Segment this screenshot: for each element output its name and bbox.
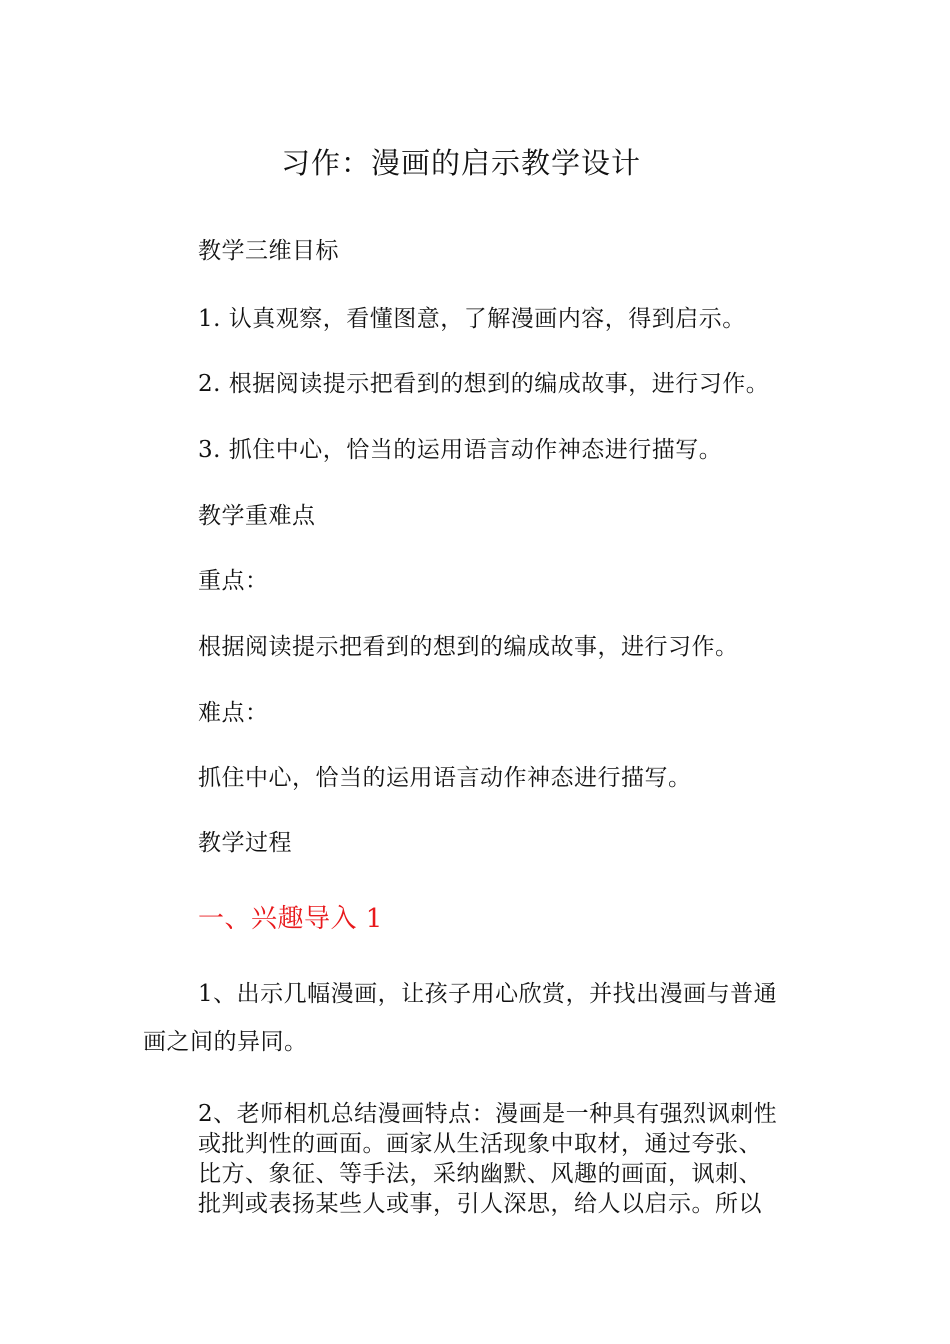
key-points-heading: 教学重难点 xyxy=(198,503,316,529)
step-1-line-2: 画之间的异同。 xyxy=(143,1029,308,1055)
step-2-line: 比方、象征、等手法，采纳幽默、风趣的画面，讽刺、 xyxy=(198,1161,762,1187)
key-text: 根据阅读提示把看到的想到的编成故事，进行习作。 xyxy=(198,634,739,660)
key-label: 重点： xyxy=(198,568,269,594)
objectives-heading: 教学三维目标 xyxy=(198,238,339,264)
difficulty-text: 抓住中心，恰当的运用语言动作神态进行描写。 xyxy=(198,765,692,791)
step-2-paragraph xyxy=(198,1099,808,1219)
step-2-line: 或批判性的画面。画家从生活现象中取材，通过夸张、 xyxy=(198,1131,762,1157)
process-heading: 教学过程 xyxy=(198,830,292,856)
step-1-line-1: 1、出示几幅漫画，让孩子用心欣赏，并找出漫画与普通 xyxy=(198,981,778,1007)
step-2-line: 批判或表扬某些人或事，引人深思，给人以启示。所以 xyxy=(198,1191,762,1217)
objective-item: 2. 根据阅读提示把看到的想到的编成故事，进行习作。 xyxy=(198,371,770,397)
step-2-line: 2、老师相机总结漫画特点：漫画是一种具有强烈讽刺性 xyxy=(198,1101,778,1127)
document-title: 习作：漫画的启示教学设计 xyxy=(281,146,642,180)
difficulty-label: 难点： xyxy=(198,700,269,726)
section-heading: 一、兴趣导入 1 xyxy=(198,904,383,934)
objective-item: 3. 抓住中心，恰当的运用语言动作神态进行描写。 xyxy=(198,437,723,463)
objective-item: 1. 认真观察，看懂图意，了解漫画内容，得到启示。 xyxy=(198,306,746,332)
